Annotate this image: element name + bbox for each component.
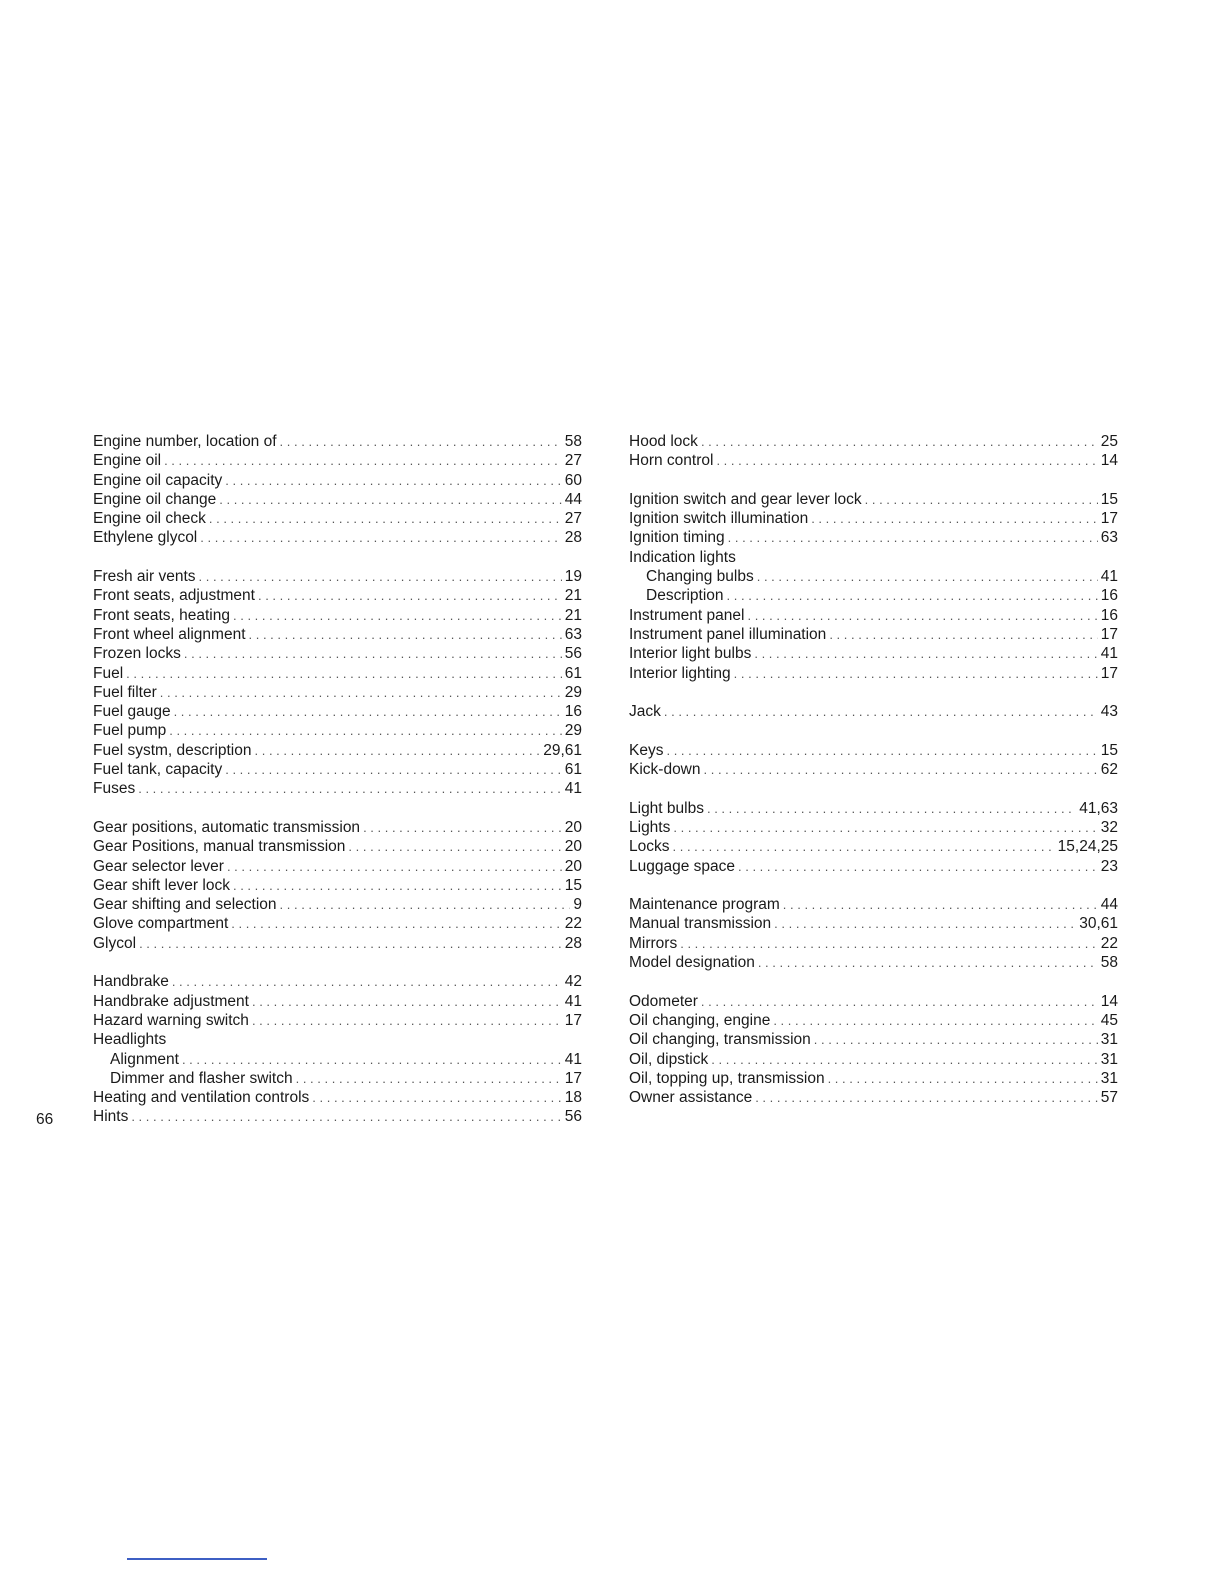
- index-page-ref: 20: [564, 818, 582, 836]
- index-term: Jack: [629, 703, 661, 721]
- index-page-ref: 22: [564, 915, 582, 933]
- dot-leader: [280, 895, 571, 914]
- index-group-gap: [629, 683, 1118, 702]
- dot-leader: [773, 1011, 1097, 1030]
- index-entry: [629, 741, 1118, 760]
- index-page-ref: 19: [564, 568, 582, 586]
- index-entry: [93, 934, 582, 953]
- index-term: Fuel filter: [93, 683, 157, 701]
- index-page-ref: 17: [564, 1011, 582, 1029]
- index-entry: [93, 606, 582, 625]
- index-page-ref: 58: [1100, 954, 1118, 972]
- dot-leader: [126, 664, 562, 683]
- index-page-ref: 15: [1100, 741, 1118, 759]
- index-term: Ignition switch and gear lever lock: [629, 490, 862, 508]
- index-term: Heating and ventilation controls: [93, 1089, 310, 1107]
- index-page-ref: 15: [564, 876, 582, 894]
- index-subentry: [93, 1069, 582, 1088]
- index-term: Engine oil: [93, 452, 162, 470]
- index-term: Oil changing, engine: [629, 1011, 771, 1029]
- dot-leader: [174, 702, 562, 721]
- footer-rule: [127, 1558, 267, 1560]
- index-entry: [629, 432, 1118, 451]
- index-term: Changing bulbs: [646, 568, 754, 586]
- index-entry: [629, 760, 1118, 779]
- index-term: Hazard warning switch: [93, 1011, 249, 1029]
- index-entry: [93, 992, 582, 1011]
- index-page-ref: 27: [564, 452, 582, 470]
- index-entry: [629, 490, 1118, 509]
- index-entry: [629, 528, 1118, 547]
- index-page-ref: 58: [564, 433, 582, 450]
- index-term: Front seats, adjustment: [93, 587, 255, 605]
- index-term: Hints: [93, 1108, 129, 1126]
- index-term: Fuses: [93, 780, 136, 798]
- index-term: Engine oil capacity: [93, 471, 223, 489]
- dot-leader: [184, 644, 562, 663]
- index-group-gap: [629, 972, 1118, 991]
- index-page-ref: 56: [564, 645, 582, 663]
- index-term: Engine oil check: [93, 510, 206, 528]
- dot-leader: [758, 953, 1098, 972]
- index-page-ref: 41: [564, 780, 582, 798]
- index-term: Gear shift lever lock: [93, 876, 230, 894]
- index-term: Luggage space: [629, 857, 736, 875]
- index-page-ref: 41: [1100, 568, 1118, 586]
- index-heading: [93, 1030, 582, 1049]
- index-group-gap: [93, 548, 582, 567]
- index-page-ref: 21: [564, 587, 582, 605]
- index-page-ref: 60: [564, 471, 582, 489]
- index-entry: [629, 625, 1118, 644]
- index-entry: [93, 683, 582, 702]
- dot-leader: [757, 567, 1098, 586]
- dot-leader: [164, 451, 562, 470]
- index-page-ref: 14: [1100, 992, 1118, 1010]
- index-page-ref: 44: [1100, 896, 1118, 914]
- index-page-ref: 30,61: [1079, 915, 1118, 933]
- index-group-gap: [93, 953, 582, 972]
- dot-leader: [219, 490, 562, 509]
- index-page-ref: 45: [1100, 1011, 1118, 1029]
- dot-leader: [138, 779, 562, 798]
- dot-leader: [707, 799, 1076, 818]
- index-page-ref: 29: [564, 722, 582, 740]
- index-entry: [93, 567, 582, 586]
- index-page-ref: 31: [1100, 1031, 1118, 1049]
- index-term: Model designation: [629, 954, 755, 972]
- index-page-ref: 16: [1100, 587, 1118, 605]
- index-subentry: [93, 1050, 582, 1069]
- index-entry: [629, 451, 1118, 470]
- index-group-gap: [629, 471, 1118, 490]
- index-entry: [93, 895, 582, 914]
- dot-leader: [704, 760, 1098, 779]
- index-entry: [629, 644, 1118, 663]
- dot-leader: [225, 760, 562, 779]
- dot-leader: [227, 857, 562, 876]
- index-term: Instrument panel: [629, 606, 745, 624]
- index-page-ref: 16: [564, 703, 582, 721]
- index-entry: [93, 664, 582, 683]
- index-heading: [629, 548, 1118, 567]
- index-subentry: [629, 567, 1118, 586]
- index-page-ref: 31: [1100, 1050, 1118, 1068]
- dot-leader: [258, 586, 562, 605]
- index-term: Dimmer and flasher switch: [110, 1069, 293, 1087]
- dot-leader: [233, 876, 562, 895]
- index-term: Oil, topping up, transmission: [629, 1069, 825, 1087]
- index-entry: [93, 490, 582, 509]
- index-term: Locks: [629, 838, 670, 856]
- index-entry: [629, 1069, 1118, 1088]
- index-page-ref: 16: [1100, 606, 1118, 624]
- dot-leader: [209, 509, 562, 528]
- dot-leader: [225, 471, 562, 490]
- index-entry: [93, 509, 582, 528]
- index-page-ref: 22: [1100, 934, 1118, 952]
- dot-leader: [231, 914, 562, 933]
- index-entry: [93, 741, 582, 760]
- index-page-ref: 63: [564, 625, 582, 643]
- index-page-ref: 27: [564, 510, 582, 528]
- index-term: Front seats, heating: [93, 606, 230, 624]
- index-term: Fuel gauge: [93, 703, 171, 721]
- index-page-ref: 31: [1100, 1069, 1118, 1087]
- index-term: Gear selector lever: [93, 857, 224, 875]
- dot-leader: [701, 432, 1098, 451]
- index-group-gap: [629, 876, 1118, 895]
- index-entry: [93, 914, 582, 933]
- index-entry: [629, 1088, 1118, 1107]
- index-group-gap: [93, 799, 582, 818]
- dot-leader: [738, 857, 1098, 876]
- index-term: Indication lights: [629, 548, 736, 566]
- index-entry: [93, 528, 582, 547]
- index-entry: [629, 509, 1118, 528]
- index-page-ref: 15,24,25: [1057, 838, 1118, 856]
- index-term: Lights: [629, 818, 671, 836]
- index-group-gap: [629, 721, 1118, 740]
- dot-leader: [252, 992, 562, 1011]
- index-page-ref: 61: [564, 664, 582, 682]
- dot-leader: [131, 1107, 561, 1126]
- index-entry: [629, 606, 1118, 625]
- dot-leader: [255, 741, 541, 760]
- dot-leader: [348, 837, 561, 856]
- index-page-ref: 62: [1100, 761, 1118, 779]
- index-page-ref: 41: [1100, 645, 1118, 663]
- index-page-ref: 44: [564, 490, 582, 508]
- index-term: Front wheel alignment: [93, 625, 246, 643]
- index-entry: [629, 702, 1118, 721]
- index-term: Light bulbs: [629, 799, 704, 817]
- index-term: Keys: [629, 741, 664, 759]
- index-term: Ignition switch illumination: [629, 510, 809, 528]
- index-entry: [93, 644, 582, 663]
- index-term: Description: [646, 587, 724, 605]
- index-entry: [629, 914, 1118, 933]
- index-entry: [629, 799, 1118, 818]
- dot-leader: [363, 818, 562, 837]
- dot-leader: [727, 586, 1098, 605]
- index-entry: [93, 586, 582, 605]
- index-page-ref: 28: [564, 934, 582, 952]
- index-term: Kick-down: [629, 761, 701, 779]
- index-term: Horn control: [629, 452, 714, 470]
- dot-leader: [252, 1011, 562, 1030]
- index-term: Gear positions, automatic transmission: [93, 818, 361, 836]
- index-entry: [629, 1050, 1118, 1069]
- index-page-ref: 61: [564, 761, 582, 779]
- index-page-ref: 15: [1100, 490, 1118, 508]
- index-entry: [629, 857, 1118, 876]
- dot-leader: [865, 490, 1098, 509]
- index-term: Ignition timing: [629, 529, 725, 547]
- dot-leader: [828, 1069, 1098, 1088]
- index-entry: [93, 779, 582, 798]
- index-entry: [93, 471, 582, 490]
- index-entry: [93, 972, 582, 991]
- index-term: Engine number, location of: [93, 433, 277, 450]
- index-term: Oil changing, transmission: [629, 1031, 811, 1049]
- index-column-right: [629, 432, 1118, 1107]
- dot-leader: [200, 528, 561, 547]
- index-entry: [93, 702, 582, 721]
- dot-leader: [755, 1088, 1098, 1107]
- index-term: Oil, dipstick: [629, 1050, 709, 1068]
- index-entry: [629, 895, 1118, 914]
- index-entry: [629, 992, 1118, 1011]
- dot-leader: [233, 606, 562, 625]
- index-page-ref: 17: [1100, 510, 1118, 528]
- index-page-ref: 32: [1100, 818, 1118, 836]
- index-page-ref: 23: [1100, 857, 1118, 875]
- dot-leader: [139, 934, 562, 953]
- dot-leader: [811, 509, 1098, 528]
- dot-leader: [664, 702, 1098, 721]
- dot-leader: [754, 644, 1097, 663]
- index-page-ref: 43: [1100, 703, 1118, 721]
- index-page-ref: 41: [564, 1050, 582, 1068]
- index-subentry: [629, 586, 1118, 605]
- index-term: Odometer: [629, 992, 698, 1010]
- index-term: Fuel pump: [93, 722, 167, 740]
- index-term: Fuel systm, description: [93, 741, 252, 759]
- index-page-ref: 56: [564, 1108, 582, 1126]
- dot-leader: [296, 1069, 562, 1088]
- index-term: Fresh air vents: [93, 568, 196, 586]
- index-group-gap: [629, 779, 1118, 798]
- dot-leader: [160, 683, 562, 702]
- index-page-ref: 21: [564, 606, 582, 624]
- index-term: Owner assistance: [629, 1089, 753, 1107]
- index-entry: [93, 432, 582, 451]
- index-term: Handbrake adjustment: [93, 992, 249, 1010]
- index-term: Ethylene glycol: [93, 529, 198, 547]
- index-entry: [93, 876, 582, 895]
- index-term: Mirrors: [629, 934, 678, 952]
- dot-leader: [680, 934, 1098, 953]
- index-term: Headlights: [93, 1031, 167, 1049]
- index-term: Gear shifting and selection: [93, 896, 277, 914]
- index-term: Engine oil change: [93, 490, 217, 508]
- dot-leader: [711, 1050, 1098, 1069]
- index-entry: [629, 1011, 1118, 1030]
- dot-leader: [783, 895, 1098, 914]
- dot-leader: [734, 664, 1098, 683]
- dot-leader: [747, 606, 1097, 625]
- index-page-ref: 20: [564, 838, 582, 856]
- index-term: Hood lock: [629, 433, 698, 450]
- index-term: Maintenance program: [629, 896, 780, 914]
- dot-leader: [774, 914, 1076, 933]
- index-page-ref: 41,63: [1079, 799, 1118, 817]
- index-page-ref: 42: [564, 973, 582, 991]
- index-column-left: [93, 432, 582, 1127]
- index-page-ref: 41: [564, 992, 582, 1010]
- index-page-ref: 29,61: [543, 741, 582, 759]
- index-entry: [93, 451, 582, 470]
- index-page-ref: 9: [573, 896, 582, 914]
- index-entry: [93, 818, 582, 837]
- dot-leader: [172, 972, 562, 991]
- index-entry: [93, 721, 582, 740]
- index-page-ref: 25: [1100, 433, 1118, 450]
- index-page-ref: 17: [564, 1069, 582, 1087]
- index-entry: [93, 1107, 582, 1126]
- dot-leader: [701, 992, 1098, 1011]
- dot-leader: [814, 1030, 1098, 1049]
- index-entry: [93, 1088, 582, 1107]
- dot-leader: [728, 528, 1098, 547]
- dot-leader: [182, 1050, 562, 1069]
- index-term: Interior light bulbs: [629, 645, 752, 663]
- dot-leader: [673, 818, 1097, 837]
- index-term: Glycol: [93, 934, 137, 952]
- index-term: Fuel tank, capacity: [93, 761, 223, 779]
- index-term: Handbrake: [93, 973, 169, 991]
- index-page-ref: 14: [1100, 452, 1118, 470]
- index-term: Interior lighting: [629, 664, 731, 682]
- dot-leader: [716, 451, 1097, 470]
- index-term: Gear Positions, manual transmission: [93, 838, 346, 856]
- index-entry: [629, 953, 1118, 972]
- index-page-ref: 57: [1100, 1089, 1118, 1107]
- index-entry: [629, 837, 1118, 856]
- index-entry: [93, 760, 582, 779]
- dot-leader: [673, 837, 1055, 856]
- dot-leader: [199, 567, 562, 586]
- dot-leader: [280, 432, 562, 451]
- dot-leader: [169, 721, 562, 740]
- index-entry: [629, 1030, 1118, 1049]
- index-entry: [93, 837, 582, 856]
- dot-leader: [312, 1088, 561, 1107]
- index-entry: [629, 934, 1118, 953]
- index-entry: [629, 818, 1118, 837]
- index-page-ref: 29: [564, 683, 582, 701]
- page-number: 66: [36, 1111, 54, 1128]
- index-term: Manual transmission: [629, 915, 772, 933]
- index-page-ref: 28: [564, 529, 582, 547]
- index-term: Alignment: [110, 1050, 179, 1068]
- dot-leader: [829, 625, 1097, 644]
- dot-leader: [666, 741, 1097, 760]
- index-term: Instrument panel illumination: [629, 625, 827, 643]
- index-term: Fuel: [93, 664, 124, 682]
- index-entry: [93, 857, 582, 876]
- index-page-ref: 17: [1100, 664, 1118, 682]
- index-entry: [629, 664, 1118, 683]
- index-entry: [93, 625, 582, 644]
- index-entry: [93, 1011, 582, 1030]
- index-term: Frozen locks: [93, 645, 181, 663]
- index-page-ref: 20: [564, 857, 582, 875]
- index-page-ref: 18: [564, 1089, 582, 1107]
- dot-leader: [249, 625, 562, 644]
- index-page-ref: 17: [1100, 625, 1118, 643]
- index-term: Glove compartment: [93, 915, 229, 933]
- index-page-ref: 63: [1100, 529, 1118, 547]
